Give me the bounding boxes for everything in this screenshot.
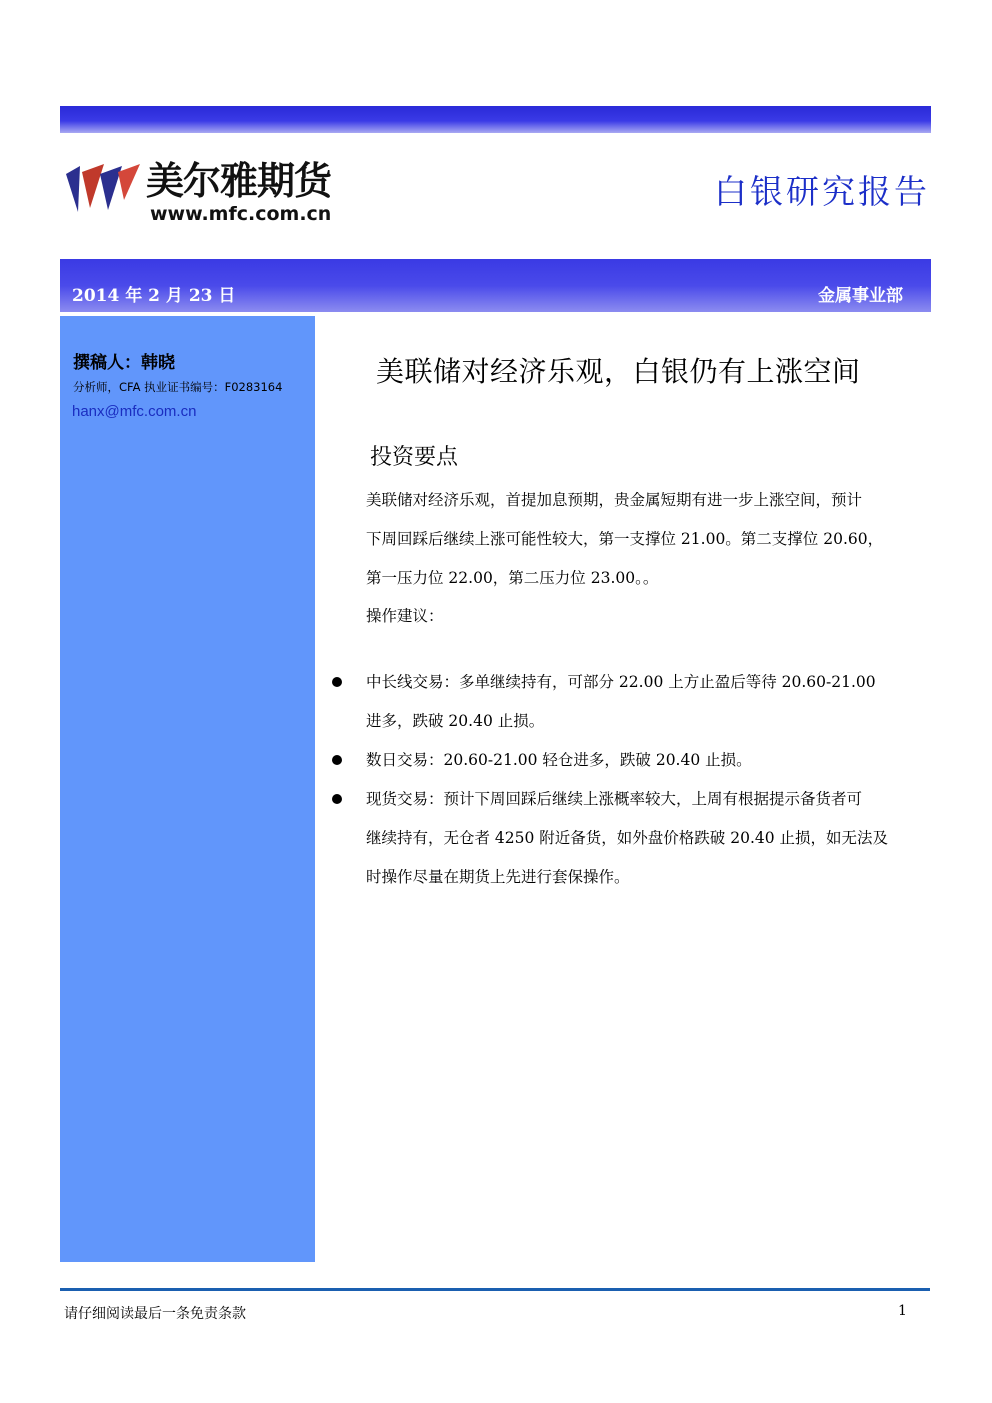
- advice-label: 操作建议：: [366, 607, 444, 625]
- bullet-line: 中长线交易：多单继续持有，可部分 22.00 上方止盈后等待 20.60-21.00: [366, 673, 876, 691]
- author-email: hanx@mfc.com.cn: [72, 403, 197, 420]
- footer-divider: [60, 1288, 930, 1291]
- bullet-icon: [332, 794, 342, 804]
- bullet-line: 现货交易：预计下周回踩后继续上涨概率较大，上周有根据提示备货者可: [366, 790, 863, 808]
- company-url: www.mfc.com.cn: [150, 203, 332, 225]
- company-logo: [64, 160, 354, 224]
- summary-line: 下周回踩后继续上涨可能性较大，第一支撑位 21.00。第二支撑位 20.60，: [366, 530, 884, 548]
- bullet-line: 数日交易：20.60-21.00 轻仓进多，跌破 20.40 止损。: [366, 751, 752, 769]
- bullet-icon: [332, 677, 342, 687]
- bullet-line: 继续持有，无仓者 4250 附近备货，如外盘价格跌破 20.40 止损，如无法及: [366, 829, 889, 847]
- analyst-credential: 分析师，CFA 执业证书编号：F0283164: [73, 380, 283, 394]
- company-name: 美尔雅期货: [146, 159, 332, 203]
- author-sidebar: [60, 316, 315, 1262]
- summary-line: 美联储对经济乐观，首提加息预期，贵金属短期有进一步上涨空间，预计: [366, 491, 863, 509]
- report-type-title: 白银研究报告: [714, 172, 930, 211]
- bullet-icon: [332, 755, 342, 765]
- summary-line: 第一压力位 22.00，第二压力位 23.00。。: [366, 569, 659, 587]
- header-top-bar: [60, 106, 931, 133]
- department-name: 金属事业部: [818, 286, 903, 306]
- bullet-line: 时操作尽量在期货上先进行套保操作。: [366, 868, 630, 886]
- author-name: 撰稿人：韩晓: [73, 353, 175, 373]
- mfc-logo-icon: [64, 160, 140, 220]
- bullet-line: 进多，跌破 20.40 止损。: [366, 712, 545, 730]
- footer-disclaimer: 请仔细阅读最后一条免责条款: [64, 1306, 246, 1322]
- report-date: 2014 年 2 月 23 日: [72, 286, 236, 306]
- section-title: 投资要点: [370, 445, 459, 470]
- page-number: 1: [898, 1303, 907, 1319]
- report-headline: 美联储对经济乐观，白银仍有上涨空间: [376, 355, 861, 388]
